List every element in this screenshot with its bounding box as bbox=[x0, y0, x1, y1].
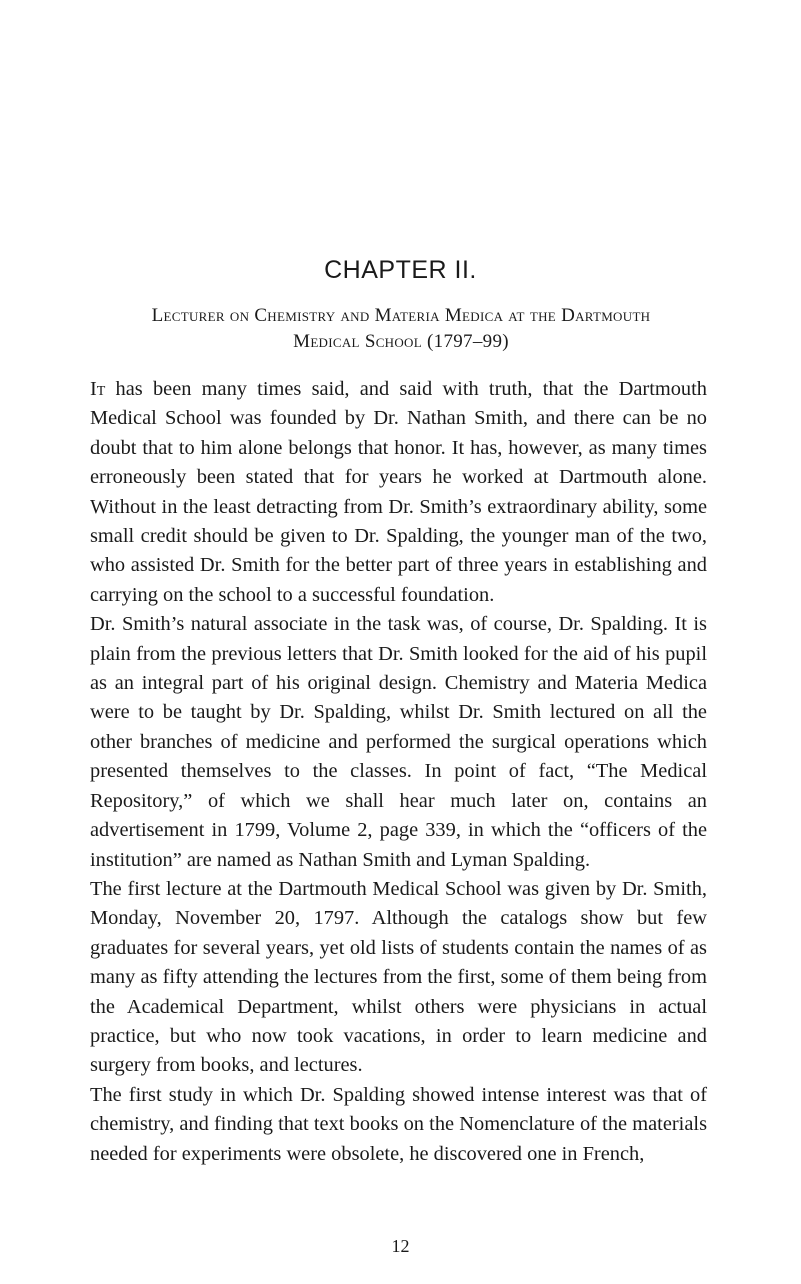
chapter-heading: CHAPTER II. bbox=[324, 256, 477, 284]
paragraph-4 bbox=[90, 1081, 707, 1169]
chapter-subtitle bbox=[90, 303, 712, 355]
paragraph-lead-word: It bbox=[90, 378, 106, 400]
paragraph-text: The first lecture at the Dartmouth Medical School was given by Dr. Smith, Monday, November 20, 1797. Although the catalogs show but few graduates for several years, yet old lists of students contain the names of as many as fifty attending the lectures from the first, some of them being from the Academical Department, whilst others were physicians in actual practice, but who now took vacations, in order to learn medicine and surgery from books, and lectures. bbox=[90, 877, 707, 1077]
paragraph-text: has been many times said, and said with truth, that the Dartmouth Medical School was founded by Dr. Nathan Smith, and there can be no doubt that to him alone belongs that honor. It has, however, as many times erroneously been stated that for years he worked at Dartmouth alone. Without in the least detracting from Dr. Smith’s extraordinary ability, some small credit should be given to Dr. Spalding, the younger man of the two, who assisted Dr. Smith for the better part of three years in establishing and carrying on the school to a successful foundation. bbox=[90, 378, 707, 606]
subtitle-line-2: Medical School (1797–99) bbox=[293, 331, 509, 352]
paragraph-3 bbox=[90, 875, 707, 1081]
paragraph-text: The first study in which Dr. Spalding showed intense interest was that of chemistry, and finding that text books on the Nomenclature of the materials needed for experiments were obsolete, he discovered one in French, bbox=[90, 1083, 707, 1165]
paragraph-1 bbox=[90, 375, 707, 610]
chapter-body bbox=[90, 375, 707, 1169]
page-number: 12 bbox=[391, 1236, 410, 1256]
paragraph-text: Dr. Smith’s natural associate in the task was, of course, Dr. Spalding. It is plain from the previous letters that Dr. Smith looked for the aid of his pupil as an integral part of his original design. Chemistry and Materia Medica were to be taught by Dr. Spalding, whilst Dr. Smith lectured on all the other branches of medicine and performed the surgical operations which presented themselves to the classes. In point of fact, “The Medical Repository,” of which we shall hear much later on, contains an advertisement in 1799, Volume 2, page 339, in which the “officers of the institution” are named as Nathan Smith and Lyman Spalding. bbox=[90, 613, 707, 871]
subtitle-line-1: Lecturer on Chemistry and Materia Medica at the Dartmouth bbox=[151, 305, 651, 326]
paragraph-2 bbox=[90, 610, 707, 875]
